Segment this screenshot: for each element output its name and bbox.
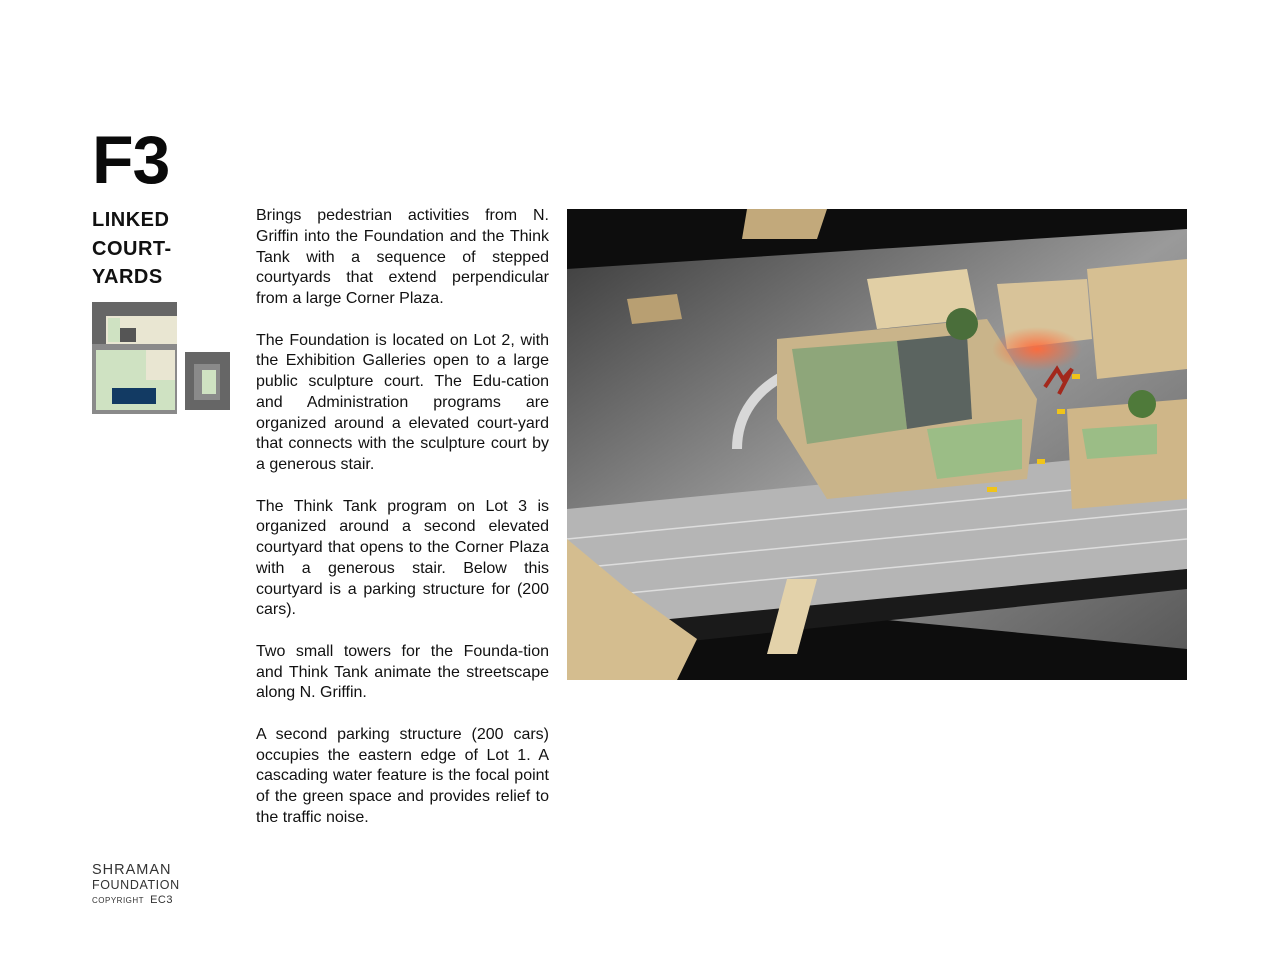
model-photo-illustration xyxy=(567,209,1187,680)
site-plan-diagram xyxy=(92,302,232,414)
lighting-glow xyxy=(992,327,1082,371)
paragraph-5: A second parking structure (200 cars) occupies the eastern edge of Lot 1. A cascading water feature is the focal point of the green space and provides relief to the traffic noise. xyxy=(256,725,549,826)
plaza-area xyxy=(146,350,175,380)
description-text xyxy=(256,206,549,849)
model-photo xyxy=(567,209,1187,680)
copyright-label: COPYRIGHT xyxy=(92,896,145,905)
paragraph-4: Two small towers for the Founda-tion and Think Tank animate the streetscape along N. Griffin. xyxy=(256,642,549,702)
green-court-small xyxy=(108,318,120,342)
water-feature xyxy=(112,388,156,404)
title-line-2: COURT- xyxy=(92,237,172,260)
building-mass xyxy=(120,328,136,342)
lot-3-court xyxy=(202,370,216,394)
footer-line-2: FOUNDATION xyxy=(92,878,180,892)
sheet-code: F3 xyxy=(92,122,170,198)
title-line-3: YARDS xyxy=(92,266,163,288)
footer-copyright xyxy=(92,892,180,909)
model-courtyard-green xyxy=(792,341,907,444)
title-line-1: LINKED xyxy=(92,209,170,231)
top-strip xyxy=(92,302,177,316)
footer-logo xyxy=(92,862,180,909)
footer-line-1: SHRAMAN xyxy=(92,862,172,878)
sheet-title xyxy=(92,206,172,292)
tower-block xyxy=(92,316,106,344)
paragraph-3: The Think Tank program on Lot 3 is organized around a second elevated courtyard that opens to the Corner Plaza with a generous stair. Below this courtyard is a parking structure for (200 cars). xyxy=(256,497,549,619)
paragraph-2: The Foundation is located on Lot 2, with the Exhibition Galleries open to a large public sculpture court. The Edu-cation and Administration programs are organized around a elevated court-yard that connects with the sculpture court by a generous stair. xyxy=(256,331,549,473)
paragraph-1: Brings pedestrian activities from N. Griffin into the Foundation and the Think Tank with a sequence of stepped courtyards that extend perpendicular from a large Corner Plaza. xyxy=(256,207,549,307)
copyright-mark: EC3 xyxy=(150,894,173,906)
